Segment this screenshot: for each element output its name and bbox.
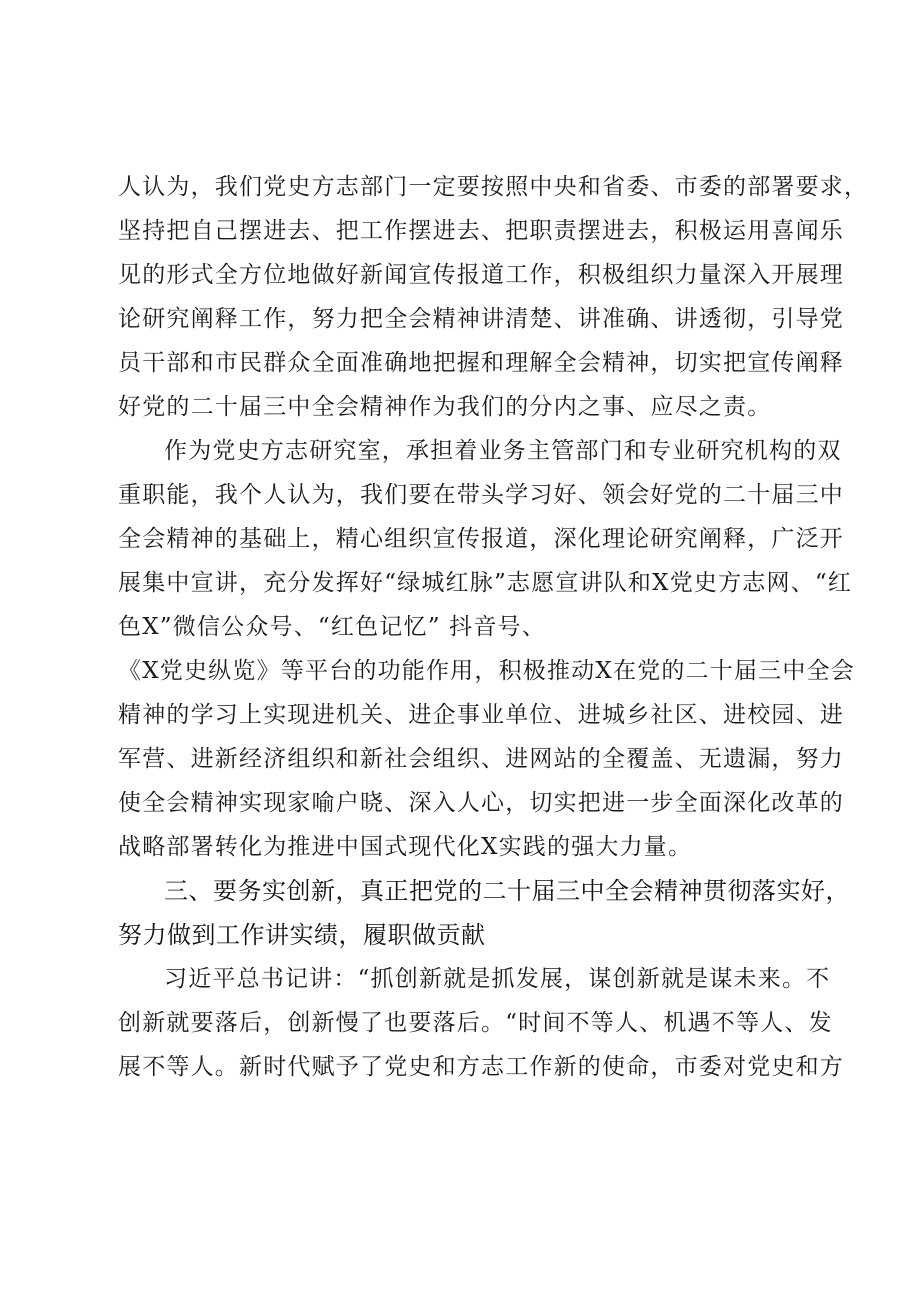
paragraph-2-line-10: 战略部署转化为推进中国式现代化X实践的强大力量。 <box>118 834 693 860</box>
paragraph-2-line-3: 全会精神的基础上，精心组织宣传报道，深化理论研究阐释，广泛开 <box>118 526 844 552</box>
paragraph-1-line-3: 见的形式全方位地做好新闻宣传报道工作，积极组织力量深入开展理 <box>118 262 844 288</box>
section-heading <box>118 869 850 957</box>
paragraph-1-line-6: 好党的二十届三中全会精神作为我们的分内之事、应尽之责。 <box>118 394 772 420</box>
paragraph-2-line-4: 展集中宣讲，充分发挥好“绿城红脉”志愿宣讲队和X党史方志网、“红 <box>118 570 853 596</box>
paragraph-2-line-7: 精神的学习上实现进机关、进企事业单位、进城乡社区、进校园、进 <box>118 702 844 728</box>
paragraph-2-line-6: 《X党史纵览》等平台的功能作用，积极推动X在党的二十届三中全会 <box>118 658 855 684</box>
document-body <box>118 165 869 1089</box>
paragraph-1-line-5: 员干部和市民群众全面准确地把握和理解全会精神，切实把宣传阐释 <box>118 350 844 376</box>
paragraph-2-line-9: 使全会精神实现家喻户晓、深入人心，切实把进一步全面深化改革的 <box>118 790 844 816</box>
paragraph-2-line-5: 色X”微信公众号、“红色记忆” 抖音号、 <box>118 614 546 640</box>
paragraph-2-line-1: 作为党史方志研究室，承担着业务主管部门和专业研究机构的双 <box>164 438 842 464</box>
section-heading-line-1: 三、要务实创新，真正把党的二十届三中全会精神贯彻落实好， <box>164 877 850 905</box>
paragraph-3-line-2: 创新就要落后，创新慢了也要落后。“时间不等人、机遇不等人、发 <box>118 1010 833 1036</box>
paragraph-1-line-2: 坚持把自己摆进去、把工作摆进去、把职责摆进去，积极运用喜闻乐 <box>118 218 844 244</box>
paragraph-2-line-8: 军营、进新经济组织和新社会组织、进网站的全覆盖、无遗漏，努力 <box>118 746 844 772</box>
paragraph-3 <box>118 957 844 1089</box>
paragraph-3-line-1: 习近平总书记讲：“抓创新就是抓发展，谋创新就是谋未来。不 <box>164 966 831 992</box>
paragraph-2-line-2: 重职能，我个人认为，我们要在带头学习好、领会好党的二十届三中 <box>118 482 844 508</box>
paragraph-1-line-4: 论研究阐释工作，努力把全会精神讲清楚、讲准确、讲透彻，引导党 <box>118 306 844 332</box>
paragraph-2 <box>118 429 855 869</box>
paragraph-3-line-3: 展不等人。新时代赋予了党史和方志工作新的使命，市委对党史和方 <box>118 1054 844 1080</box>
paragraph-1 <box>118 165 869 429</box>
paragraph-1-line-1: 人认为，我们党史方志部门一定要按照中央和省委、市委的部署要求， <box>118 174 869 200</box>
section-heading-line-2: 努力做到工作讲实绩，履职做贡献 <box>118 921 486 949</box>
